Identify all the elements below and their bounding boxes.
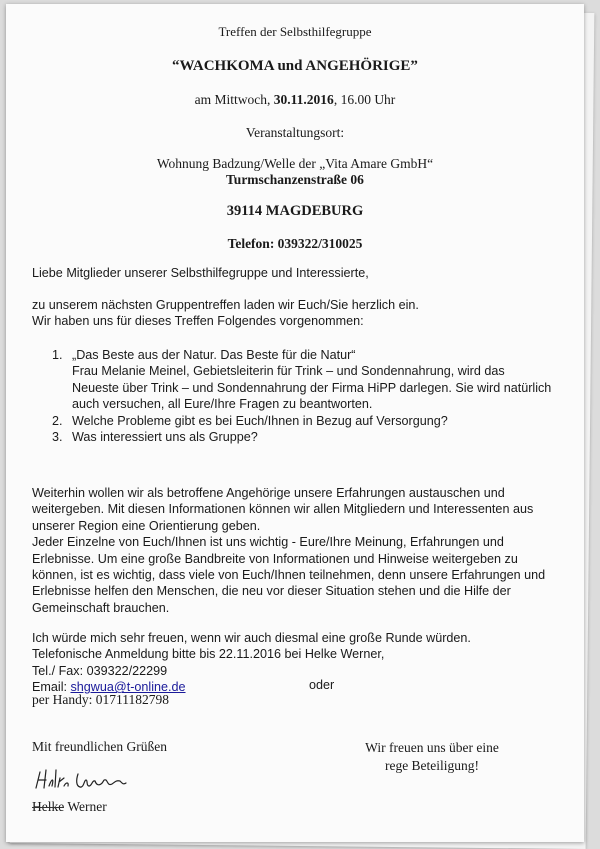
or-text: oder xyxy=(309,678,335,692)
venue-phone: Telefon: 039322/310025 xyxy=(227,236,363,251)
salutation: Liebe Mitglieder unserer Selbsthilfegruppe und Interessierte, xyxy=(32,266,369,280)
greeting: Mit freundlichen Grüßen xyxy=(32,739,167,754)
handwritten-signature xyxy=(32,766,132,794)
signature-name: Helke Werner xyxy=(32,799,107,814)
venue-city: 39114 MAGDEBURG xyxy=(226,203,364,219)
venue-label: Veranstaltungsort: xyxy=(245,125,345,140)
event-subtitle: Treffen der Selbsthilfegruppe xyxy=(218,24,372,39)
closing-wish: Wir freuen uns über eine rege Beteiligung! xyxy=(365,740,499,773)
handy-number: per Handy: 01711182798 xyxy=(32,692,169,707)
intro-paragraph: zu unserem nächsten Gruppentreffen laden wir Euch/Sie herzlich ein. Wir haben uns für dieses Treffen Folgendes vorgenommen: xyxy=(32,298,419,329)
venue-name: Wohnung Badzung/Welle der „Vita Amare GmbH“ xyxy=(156,156,434,171)
venue-street: Turmschanzenstraße 06 xyxy=(226,172,364,187)
experience-paragraph: Weiterhin wollen wir als betroffene Angehörige unsere Erfahrungen austauschen und weitergeben. Mit diesen Informationen können wir allen Mitgliedern und Interessenten aus unserer Region eine Orientierung geben. Jeder Einzelne von Euch/Ihnen ist uns wichtig - Eure/Ihre Meinung, Erfahrungen und Erlebnisse. Um eine große Bandbreite von Informationen und Hinweise weitergeben zu können, ist es wichtig, dass viele von Euch/Ihnen teilnehmen, denn unsere Erfahrungen und Erlebnisse helfen den Menschen, die neu vor dieser Situation stehen und die Hilfe der Gemeinschaft brauchen. xyxy=(32,486,546,615)
letter-page xyxy=(6,4,584,842)
agenda-item: 2. Welche Probleme gibt es bei Euch/Ihnen in Bezug auf Versorgung? xyxy=(52,413,448,428)
email-line: Email: shgwua@t-online.de xyxy=(32,680,186,695)
event-date: am Mittwoch, 30.11.2016, 16.00 Uhr xyxy=(194,92,396,107)
event-title: “WACHKOMA und ANGEHÖRIGE” xyxy=(172,58,418,74)
registration-paragraph: Ich würde mich sehr freuen, wenn wir auch diesmal eine große Runde würden. Telefonische Anmeldung bitte bis 22.11.2016 bei Helke Werner, Tel./ Fax: 039322/22299 Email: shgwua@t-online.de xyxy=(32,630,562,696)
agenda-list xyxy=(32,347,552,445)
agenda-item: 1. „Das Beste aus der Natur. Das Beste für die Natur“ Frau Melanie Meinel, Gebietsleiterin für Trink – und Sondennahrung, wird das Neueste über Trink – und Sondennahrung der Firma HiPP darlegen. Sie wird natürlich auch versuchen, all Eure/Ihre Fragen zu beantworten. xyxy=(52,348,552,412)
agenda-item: 3. Was interessiert uns als Gruppe? xyxy=(52,430,258,445)
email-link[interactable]: shgwua@t-online.de xyxy=(70,680,186,695)
